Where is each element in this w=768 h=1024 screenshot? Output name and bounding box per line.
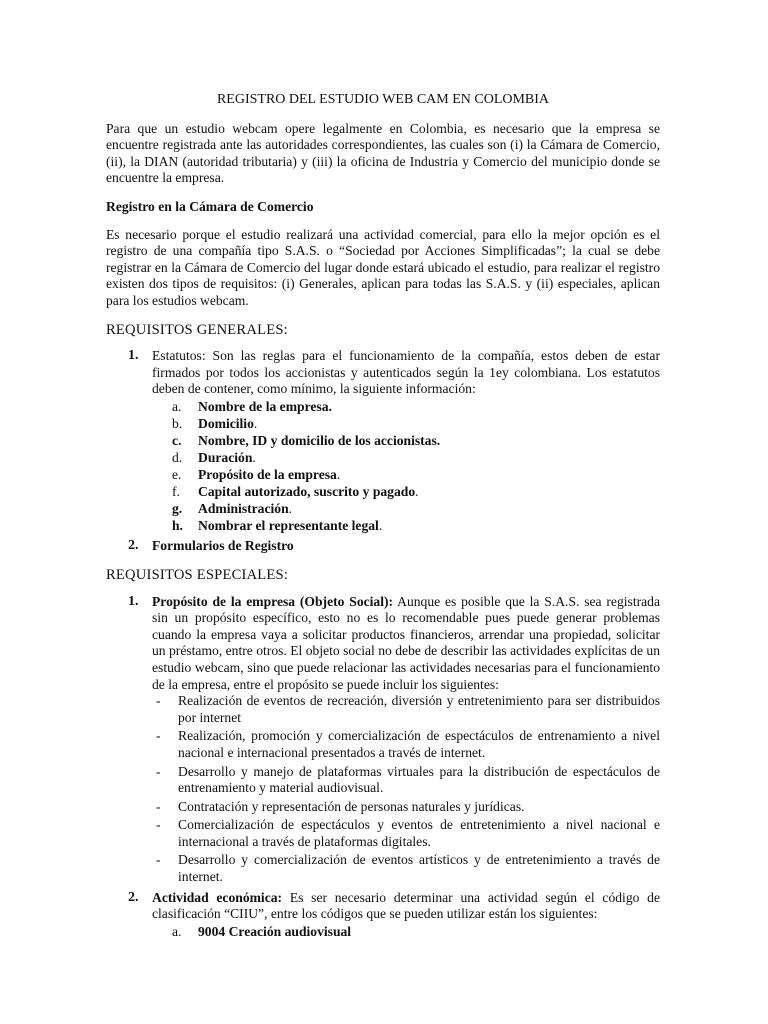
sub-item-suffix: . [336, 466, 341, 482]
sub-item-text: Nombre de la empresa. [198, 398, 332, 414]
actividad-economica-body: Es ser necesario determinar una actividad según el código de clasificación “CIIU”, entre los códigos que se pueden utilizar están los siguientes: [152, 889, 660, 922]
dash-marker: - [156, 763, 161, 779]
ciiu-list [152, 924, 660, 941]
sub-item-marker: a. [172, 923, 182, 939]
document-title: REGISTRO DEL ESTUDIO WEB CAM EN COLOMBIA [216, 92, 550, 107]
objeto-social-body: Aunque es posible que la S.A.S. sea registrada sin un propósito específico, esto no es lo recomendable pues puede generar problemas cuando la empresa vaya a solicitar productos financieros, arrendar una propiedad, solicitar un préstamo, entre otros. El objeto social no debe de describir las actividades explícitas de un estudio webcam, sino que puede relacionar las actividades necesarias para el funcionamiento de la empresa, entre el propósito se puede incluir los siguientes: [152, 593, 660, 692]
sub-item-text: Nombrar el representante legal [198, 517, 379, 533]
ciiu-code-text: 9004 Creación audiovisual [198, 923, 352, 939]
sub-item-suffix: . [415, 483, 419, 499]
list-number: 1. [128, 348, 139, 364]
dash-item [152, 728, 660, 761]
sub-item-marker: b. [172, 415, 183, 431]
dash-item-text: Realización de eventos de recreación, diversión y entretenimiento para ser distribuidos por internet [178, 693, 660, 725]
sub-item-suffix: . [253, 415, 258, 431]
sub-item [152, 467, 660, 484]
actividad-economica-label: Actividad económica: [152, 889, 283, 905]
dash-item [152, 799, 660, 816]
sub-item-suffix: . [252, 449, 256, 465]
sub-item-marker: f. [172, 483, 180, 499]
generales-list [106, 348, 660, 555]
sub-item-suffix: . [378, 517, 383, 533]
sub-item [152, 924, 660, 941]
objeto-social-label: Propósito de la empresa (Objeto Social): [152, 593, 394, 609]
dash-marker: - [156, 798, 161, 814]
list-number: 1. [128, 593, 139, 609]
dash-item-text: Comercialización de espectáculos y eventos de entretenimiento a nivel nacional e internacional a través de plataformas digitales. [178, 817, 660, 849]
generales-heading: REQUISITOS GENERALES: [106, 321, 288, 338]
estatutos-text: Estatutos: Son las reglas para el funcionamiento de la compañía, estos deben de estar firmados por todos los accionistas y autenticados según la 1ey colombiana. Los estatutos deben de contener, como mínimo, la siguiente información: [152, 348, 660, 397]
formularios-text: Formularios de Registro [152, 538, 294, 554]
sub-item-marker: d. [172, 449, 183, 465]
sub-item-text: Duración [198, 449, 253, 465]
sub-item [152, 416, 660, 433]
dash-item [152, 764, 660, 797]
sub-item [152, 518, 660, 535]
generales-item-2 [106, 538, 660, 555]
sub-item-text: Administración [198, 500, 289, 516]
camara-heading: Registro en la Cámara de Comercio [106, 198, 314, 214]
dash-item-text: Realización, promoción y comercialización de espectáculos de entrenamiento a nivel nacional e internacional presentados a través de internet. [178, 728, 660, 760]
dash-marker: - [156, 852, 161, 868]
sub-item [152, 450, 660, 467]
dash-item-text: Contratación y representación de personas naturales y jurídicas. [178, 798, 525, 814]
sub-item-text: Nombre, ID y domicilio de los accionistas. [198, 432, 441, 448]
sub-item-text: Domicilio [198, 415, 254, 431]
dash-item [152, 693, 660, 726]
sub-item-marker: e. [172, 466, 182, 482]
sub-item [152, 501, 660, 518]
sub-item-marker: c. [172, 432, 182, 448]
especiales-item-1 [106, 594, 660, 886]
sub-item [152, 399, 660, 416]
especiales-item-2 [106, 890, 660, 941]
sub-item-text: Propósito de la empresa [198, 466, 337, 482]
objeto-social-text [152, 594, 660, 694]
dash-item-text: Desarrollo y manejo de plataformas virtuales para la distribución de espectáculos de entrenamiento y material audiovisual. [178, 763, 660, 796]
sub-item [152, 433, 660, 450]
actividad-economica-text [152, 890, 660, 923]
dash-marker: - [156, 728, 161, 744]
especiales-list [106, 594, 660, 941]
camara-paragraph: Es necesario porque el estudio realizará una actividad comercial, para ello la mejor opción es el registro de una compañía tipo S.A.S. o “Sociedad por Acciones Simplificadas”; la cual se debe registrar en la Cámara de Comercio del lugar donde estará ubicado el estudio, para realizar el registro existen dos tipos de requisitos: (i) Generales, aplican para todas las S.A.S. y (ii) especiales, aplican para los estudios webcam. [106, 226, 660, 308]
sub-item [152, 484, 660, 501]
dash-marker: - [156, 693, 161, 709]
intro-paragraph: Para que un estudio webcam opere legalmente en Colombia, es necesario que la empresa se encuentre registrada ante las autoridades correspondientes, las cuales son (i) la Cámara de Comercio, (ii), la DIAN (autoridad tributaria) y (iii) la oficina de Industria y Comercio del municipio donde se encuentre la empresa. [106, 120, 660, 186]
list-number: 2. [128, 538, 139, 554]
sub-item-marker: a. [172, 398, 182, 414]
sub-item-marker: g. [172, 500, 183, 516]
list-number: 2. [128, 889, 139, 905]
document-body [106, 92, 660, 952]
estatutos-sub-list [152, 399, 660, 534]
sub-item-marker: h. [172, 517, 183, 533]
dash-item [152, 852, 660, 885]
especiales-heading: REQUISITOS ESPECIALES: [106, 566, 289, 583]
objeto-social-list [152, 693, 660, 886]
dash-marker: - [156, 817, 161, 833]
sub-item-text: Capital autorizado, suscrito y pagado [198, 483, 416, 499]
generales-item-1 [106, 348, 660, 534]
sub-item-suffix: . [288, 500, 293, 516]
dash-item [152, 817, 660, 850]
dash-item-text: Desarrollo y comercialización de eventos artísticos y de entretenimiento a través de internet. [178, 852, 660, 885]
